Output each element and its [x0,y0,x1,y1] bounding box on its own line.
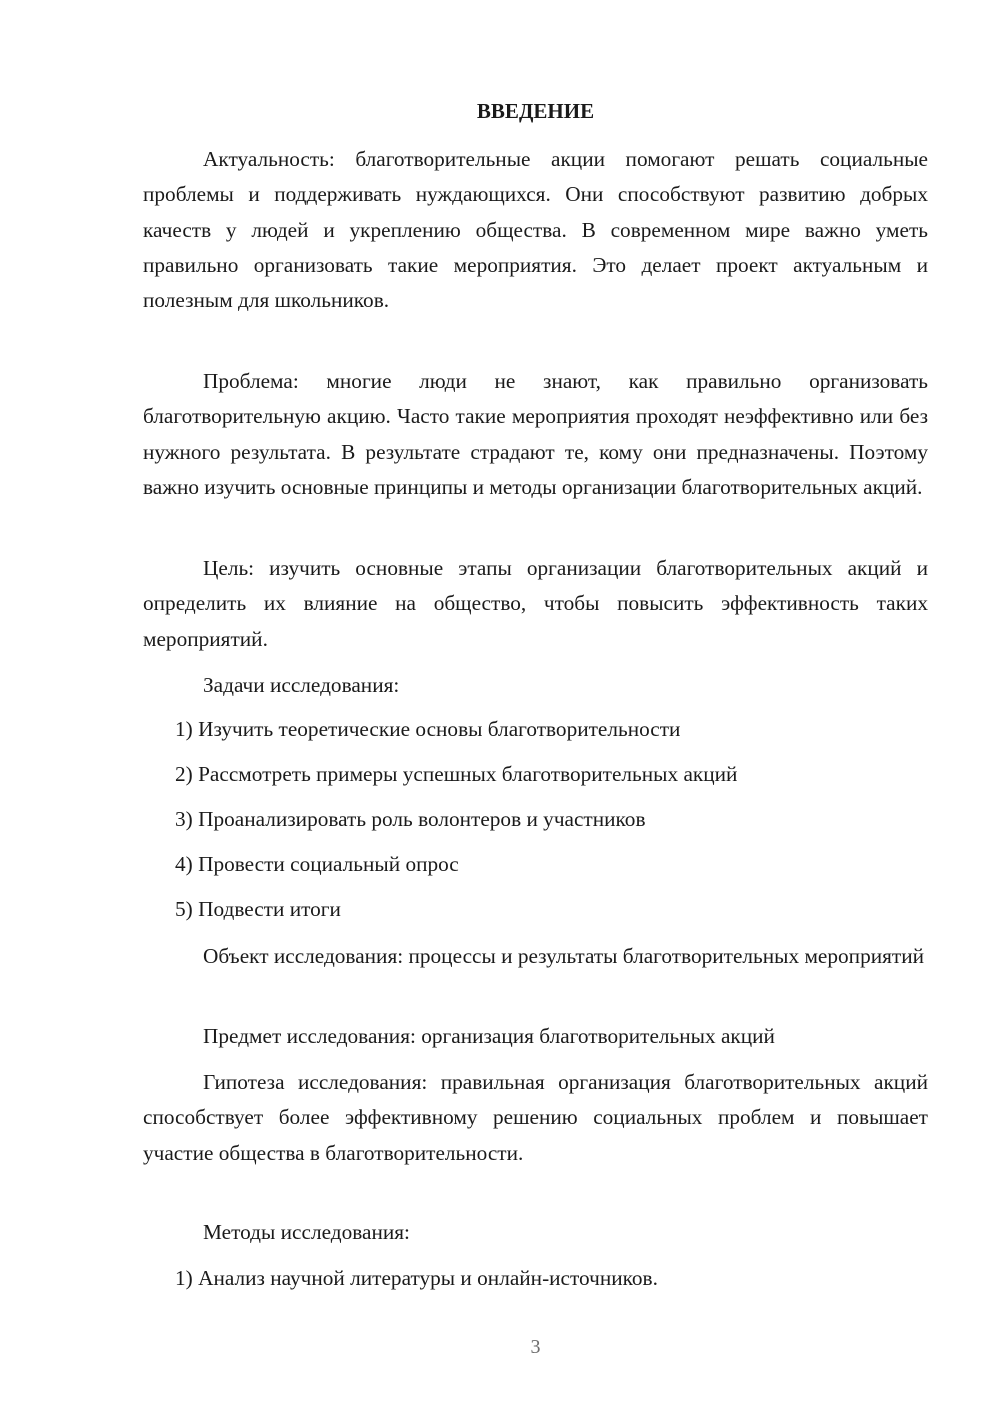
problem-paragraph: Проблема: многие люди не знают, как правильно организовать благотворительную акцию. Часто такие мероприятия проходят неэффективно или без нужного результата. В результате страдают те, кому они предназначены. Поэтому важно изучить основные принципы и методы организации благотворительных акций. [143,369,928,499]
methods-heading: Методы исследования: [203,1220,410,1244]
object-paragraph: Объект исследования: процессы и результаты благотворительных мероприятий [203,944,925,968]
relevance-paragraph: Актуальность: благотворительные акции помогают решать социальные проблемы и поддерживать нуждающихся. Они способствуют развитию добрых качеств у людей и укреплению общества. В современном мире важно уметь правильно организовать такие мероприятия. Это делает проект актуальным и полезным для школьников. [143,147,928,313]
goal-paragraph: Цель: изучить основные этапы организации благотворительных акций и определить их влияние на общество, чтобы повысить эффективность таких мероприятий. [143,556,928,651]
task-item: 2) Рассмотреть примеры успешных благотворительных акций [175,762,738,786]
document-page [143,0,928,1414]
task-item: 3) Проанализировать роль волонтеров и участников [175,807,646,831]
task-item: 1) Изучить теоретические основы благотворительности [175,717,681,741]
page-number: 3 [530,1336,541,1358]
hypothesis-paragraph: Гипотеза исследования: правильная организация благотворительных акций способствует более эффективному решению социальных проблем и повышает участие общества в благотворительности. [143,1070,928,1165]
tasks-heading: Задачи исследования: [203,673,400,697]
subject-paragraph: Предмет исследования: организация благотворительных акций [203,1024,775,1048]
method-item: 1) Анализ научной литературы и онлайн-источников. [175,1266,658,1290]
task-item: 4) Провести социальный опрос [175,852,459,876]
task-item: 5) Подвести итоги [175,897,341,921]
page-title: ВВЕДЕНИЕ [476,99,595,123]
